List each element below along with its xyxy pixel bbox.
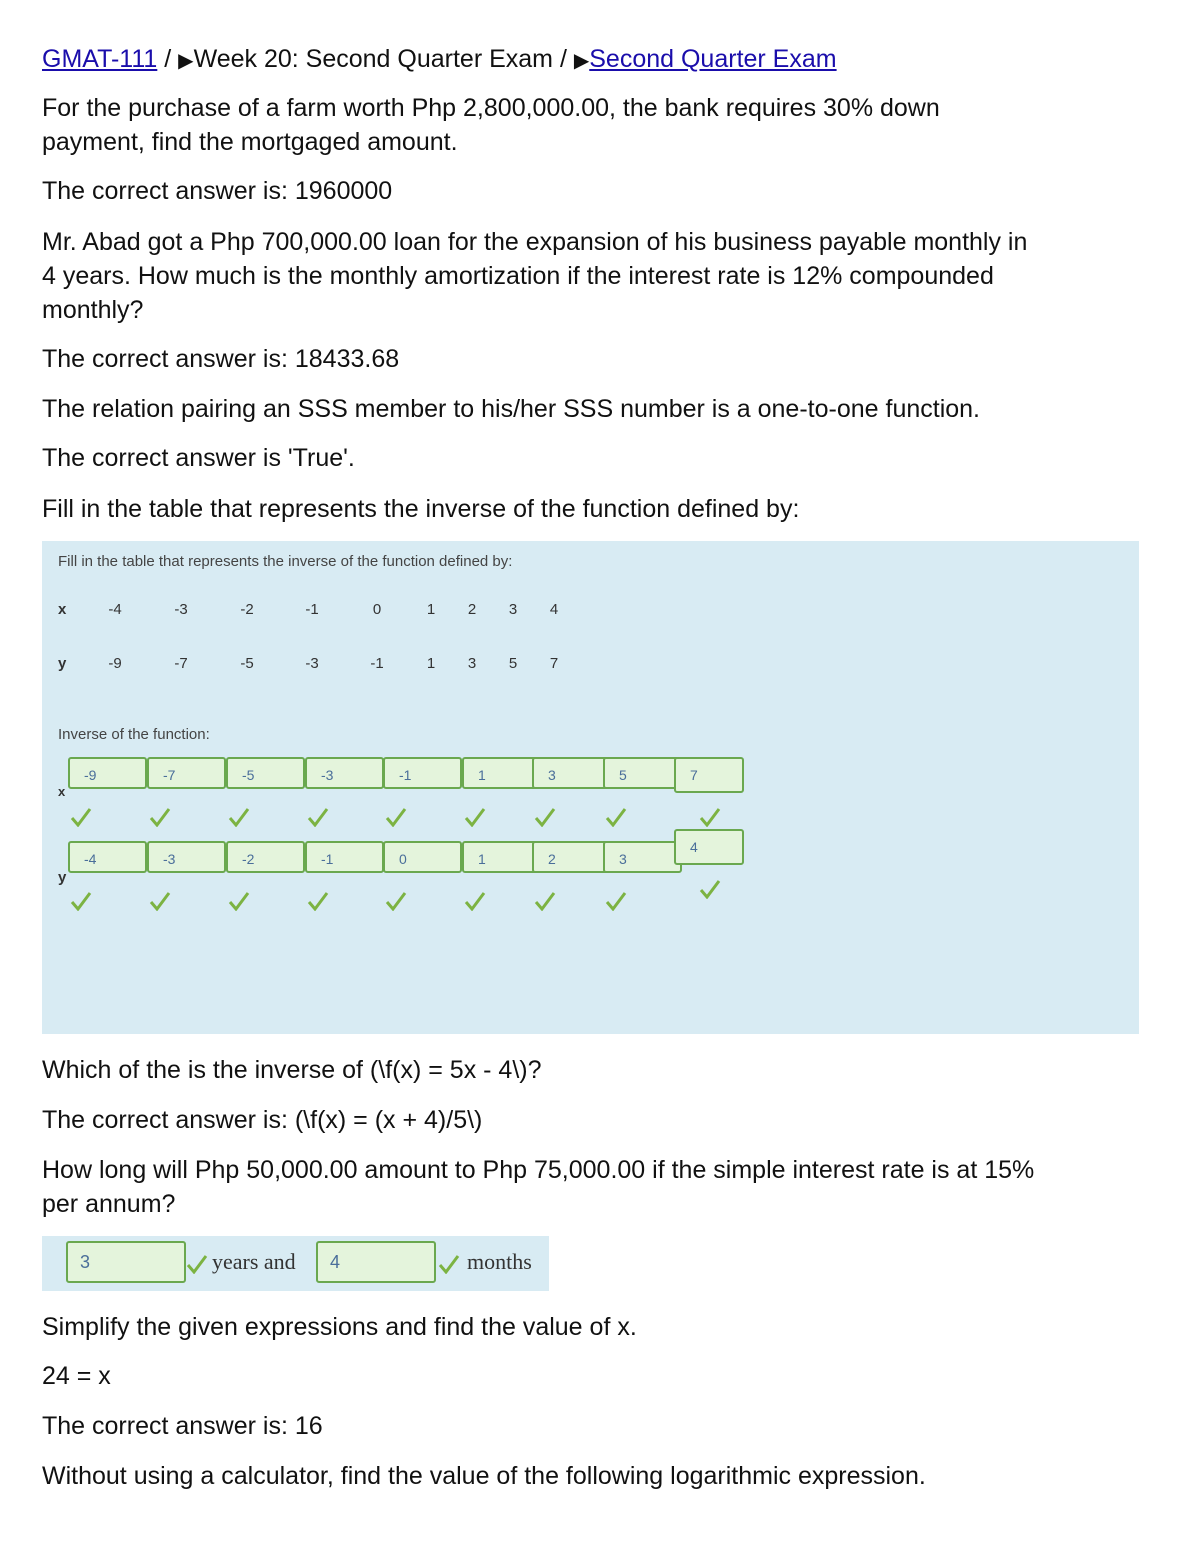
table-x-cell: 3 bbox=[508, 601, 518, 618]
question-text: Fill in the table that represents the inverse of the function defined by: bbox=[42, 495, 800, 523]
inverse-y-input[interactable]: -2 bbox=[226, 841, 305, 873]
question-text: Mr. Abad got a Php 700,000.00 loan for the expansion of his business payable monthly in bbox=[42, 228, 1028, 256]
table-y-cell: 3 bbox=[467, 655, 477, 672]
check-icon bbox=[534, 891, 556, 911]
table-x-cell: 2 bbox=[467, 601, 477, 618]
table-x-cell: -4 bbox=[108, 601, 122, 618]
table-x-cell: -2 bbox=[240, 601, 254, 618]
table-x-label: x bbox=[58, 601, 67, 618]
question-text: monthly? bbox=[42, 296, 144, 324]
inverse-x-input[interactable]: 3 bbox=[532, 757, 611, 789]
question-text: How long will Php 50,000.00 amount to Php 75,000.00 if the simple interest rate is at 15% bbox=[42, 1156, 1035, 1184]
play-arrow-icon: ▶ bbox=[573, 50, 590, 72]
breadcrumb-week: Week 20: Second Quarter Exam bbox=[193, 45, 553, 73]
table-x-cell: 1 bbox=[426, 601, 436, 618]
breadcrumb bbox=[42, 42, 837, 78]
check-icon bbox=[464, 807, 486, 827]
check-icon bbox=[228, 807, 250, 827]
inverse-y-label: y bbox=[58, 869, 67, 886]
years-label: years and bbox=[212, 1249, 296, 1274]
check-icon bbox=[464, 891, 486, 911]
table-y-label: y bbox=[58, 655, 67, 672]
inverse-x-input[interactable]: 5 bbox=[603, 757, 682, 789]
breadcrumb-separator: / bbox=[164, 45, 172, 73]
inverse-x-label: x bbox=[58, 784, 66, 799]
check-icon bbox=[70, 891, 92, 911]
table-y-cell: 5 bbox=[508, 655, 518, 672]
table-y-cell: 7 bbox=[549, 655, 559, 672]
inverse-y-input[interactable]: 3 bbox=[603, 841, 682, 873]
question-text: The relation pairing an SSS member to his/her SSS number is a one-to-one function. bbox=[42, 395, 981, 423]
inverse-y-input[interactable]: 4 bbox=[674, 829, 744, 865]
inverse-x-input[interactable]: -5 bbox=[226, 757, 305, 789]
panel-prompt: Fill in the table that represents the inverse of the function defined by: bbox=[58, 553, 513, 570]
table-y-cell: -7 bbox=[174, 655, 188, 672]
check-icon bbox=[534, 807, 556, 827]
question-text: Simplify the given expressions and find the value of x. bbox=[42, 1313, 637, 1341]
inverse-y-input[interactable]: 1 bbox=[462, 841, 541, 873]
table-x-cell: 0 bbox=[372, 601, 382, 618]
inverse-x-input[interactable]: 1 bbox=[462, 757, 541, 789]
check-icon bbox=[228, 891, 250, 911]
check-icon bbox=[307, 891, 329, 911]
breadcrumb-exam-link[interactable]: Second Quarter Exam bbox=[589, 45, 837, 73]
question-text: Which of the is the inverse of (\f(x) = 5x - 4\)? bbox=[42, 1056, 542, 1084]
inverse-y-input[interactable]: 2 bbox=[532, 841, 611, 873]
check-icon bbox=[307, 807, 329, 827]
check-icon bbox=[699, 807, 721, 827]
table-y-cell: -5 bbox=[240, 655, 254, 672]
expression: 24 = x bbox=[42, 1362, 111, 1390]
check-icon bbox=[186, 1254, 208, 1274]
inverse-y-input[interactable]: 0 bbox=[383, 841, 462, 873]
inverse-label: Inverse of the function: bbox=[58, 726, 210, 743]
inverse-x-input[interactable]: -3 bbox=[305, 757, 384, 789]
breadcrumb-course-link[interactable]: GMAT-111 bbox=[42, 45, 158, 73]
table-x-cell: -3 bbox=[174, 601, 188, 618]
check-icon bbox=[149, 807, 171, 827]
correct-answer: The correct answer is: 18433.68 bbox=[42, 345, 400, 373]
inverse-x-input[interactable]: -7 bbox=[147, 757, 226, 789]
inverse-y-input[interactable]: -1 bbox=[305, 841, 384, 873]
check-icon bbox=[605, 891, 627, 911]
table-y-cell: 1 bbox=[426, 655, 436, 672]
question-text: For the purchase of a farm worth Php 2,800,000.00, the bank requires 30% down bbox=[42, 94, 940, 122]
inverse-x-input[interactable]: -1 bbox=[383, 757, 462, 789]
check-icon bbox=[699, 879, 721, 899]
table-x-cell: 4 bbox=[549, 601, 559, 618]
months-input[interactable]: 4 bbox=[316, 1241, 436, 1283]
check-icon bbox=[438, 1254, 460, 1274]
question-text: Without using a calculator, find the value of the following logarithmic expression. bbox=[42, 1462, 926, 1490]
months-label: months bbox=[467, 1249, 532, 1274]
question-text: payment, find the mortgaged amount. bbox=[42, 128, 458, 156]
inverse-y-input[interactable]: -4 bbox=[68, 841, 147, 873]
duration-answer-panel bbox=[42, 1236, 549, 1291]
question-text: 4 years. How much is the monthly amortization if the interest rate is 12% compounded bbox=[42, 262, 994, 290]
table-y-cell: -1 bbox=[370, 655, 384, 672]
check-icon bbox=[385, 807, 407, 827]
table-y-cell: -9 bbox=[108, 655, 122, 672]
play-arrow-icon: ▶ bbox=[178, 50, 194, 72]
check-icon bbox=[149, 891, 171, 911]
correct-answer: The correct answer is 'True'. bbox=[42, 444, 355, 472]
years-input[interactable]: 3 bbox=[66, 1241, 186, 1283]
inverse-y-input[interactable]: -3 bbox=[147, 841, 226, 873]
check-icon bbox=[605, 807, 627, 827]
correct-answer: The correct answer is: 16 bbox=[42, 1412, 323, 1440]
table-y-cell: -3 bbox=[305, 655, 319, 672]
inverse-table-panel bbox=[42, 541, 1139, 1034]
breadcrumb-separator: / bbox=[559, 45, 567, 73]
correct-answer: The correct answer is: (\f(x) = (x + 4)/5\) bbox=[42, 1106, 483, 1134]
table-x-cell: -1 bbox=[305, 601, 319, 618]
inverse-x-input[interactable]: -9 bbox=[68, 757, 147, 789]
inverse-x-input[interactable]: 7 bbox=[674, 757, 744, 793]
question-text: per annum? bbox=[42, 1190, 176, 1218]
correct-answer: The correct answer is: 1960000 bbox=[42, 177, 393, 205]
check-icon bbox=[385, 891, 407, 911]
check-icon bbox=[70, 807, 92, 827]
